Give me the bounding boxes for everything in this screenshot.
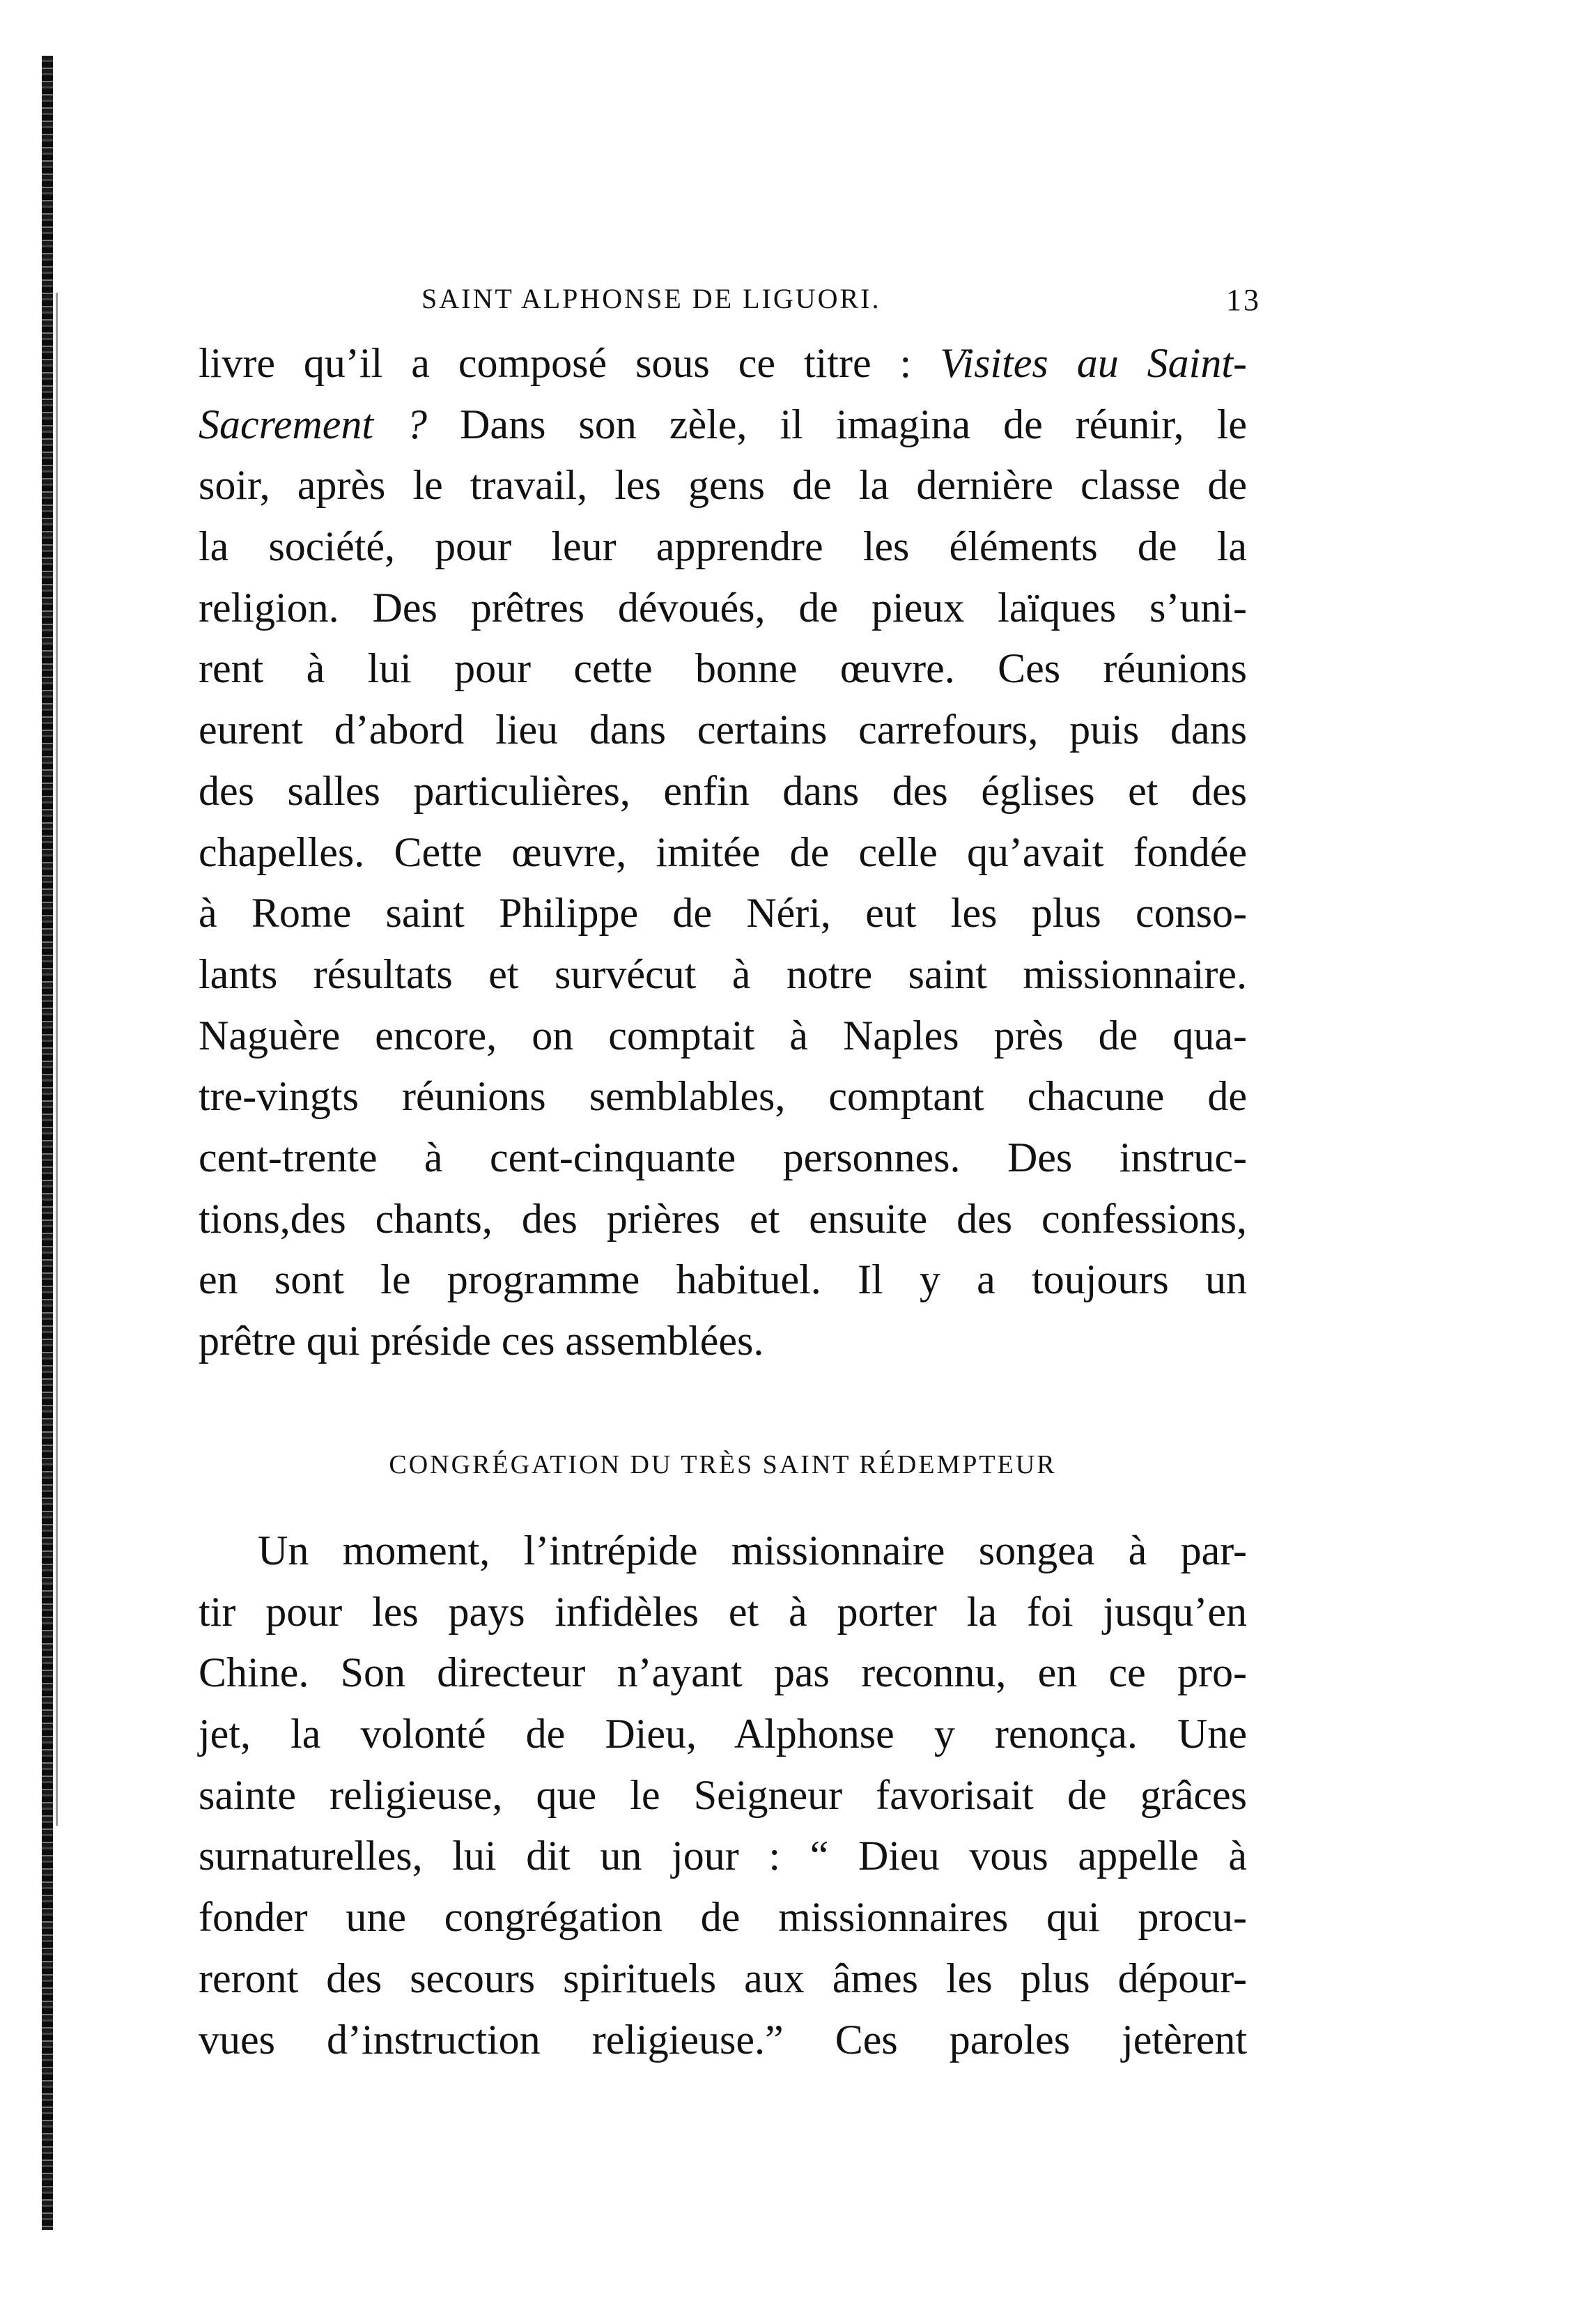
text-line: cent-trente à cent-cinquante personnes. Des instruc- <box>199 1134 1247 1180</box>
text-line: reront des secours spirituels aux âmes les plus dépour- <box>199 1955 1247 2001</box>
text-line: religion. Des prêtres dévoués, de pieux laïques s’uni- <box>199 584 1247 631</box>
text-line: Un moment, l’intrépide missionnaire songea à par- <box>258 1527 1247 1573</box>
book-title-italic: Sacrement ? <box>199 401 428 447</box>
text-line: rent à lui pour cette bonne œuvre. Ces réunions <box>199 645 1247 692</box>
paragraph-one <box>199 333 1247 1372</box>
text-line: Naguère encore, on comptait à Naples près de qua- <box>199 1012 1247 1059</box>
book-binding-shadow <box>56 293 58 1826</box>
book-binding-edge <box>42 56 53 2230</box>
text-line: lants résultats et survécut à notre saint missionnaire. <box>199 950 1247 997</box>
line-text: livre qu’il a composé sous ce titre : <box>199 340 940 386</box>
text-line: tre-vingts réunions semblables, comptant chacune de <box>199 1073 1247 1120</box>
text-line: en sont le programme habituel. Il y a toujours un <box>199 1256 1247 1303</box>
text-line <box>199 333 1247 394</box>
text-line: vues d’instruction religieuse.” Ces paroles jetèrent <box>199 2016 1247 2063</box>
text-line: tions,des chants, des prières et ensuite des confessions, <box>199 1195 1247 1242</box>
text-line: surnaturelles, lui dit un jour : “ Dieu vous appelle à <box>199 1833 1247 1879</box>
text-line: prêtre qui préside ces assemblées. <box>199 1318 764 1364</box>
running-head-title: SAINT ALPHONSE DE LIGUORI. <box>421 283 881 314</box>
paragraph-two <box>199 1521 1247 2070</box>
text-line: à Rome saint Philippe de Néri, eut les plus conso- <box>199 890 1247 937</box>
text-line: sainte religieuse, que le Seigneur favorisait de grâces <box>199 1771 1247 1818</box>
text-line: jet, la volonté de Dieu, Alphonse y renonça. Une <box>199 1711 1247 1757</box>
text-line: la société, pour leur apprendre les éléments de la <box>199 523 1247 570</box>
running-head <box>202 282 1261 324</box>
page-number: 13 <box>1226 283 1261 317</box>
book-title-italic: Visites au Saint- <box>940 340 1248 386</box>
text-line: tir pour les pays infidèles et à porter la foi jusqu’en <box>199 1588 1247 1635</box>
line-text: Dans son zèle, il imagina de réunir, le <box>427 401 1248 447</box>
text-line: soir, après le travail, les gens de la dernière classe de <box>199 462 1247 509</box>
text-line: fonder une congrégation de missionnaires qui procu- <box>199 1894 1247 1941</box>
text-line <box>199 394 1247 456</box>
text-line: Chine. Son directeur n’ayant pas reconnu, en ce pro- <box>199 1649 1247 1696</box>
text-line: des salles particulières, enfin dans des églises et des <box>199 767 1247 814</box>
text-line: eurent d’abord lieu dans certains carrefours, puis dans <box>199 707 1247 753</box>
section-heading: CONGRÉGATION DU TRÈS SAINT RÉDEMPTEUR <box>389 1450 1057 1479</box>
text-line: chapelles. Cette œuvre, imitée de celle qu’avait fondée <box>199 829 1247 875</box>
